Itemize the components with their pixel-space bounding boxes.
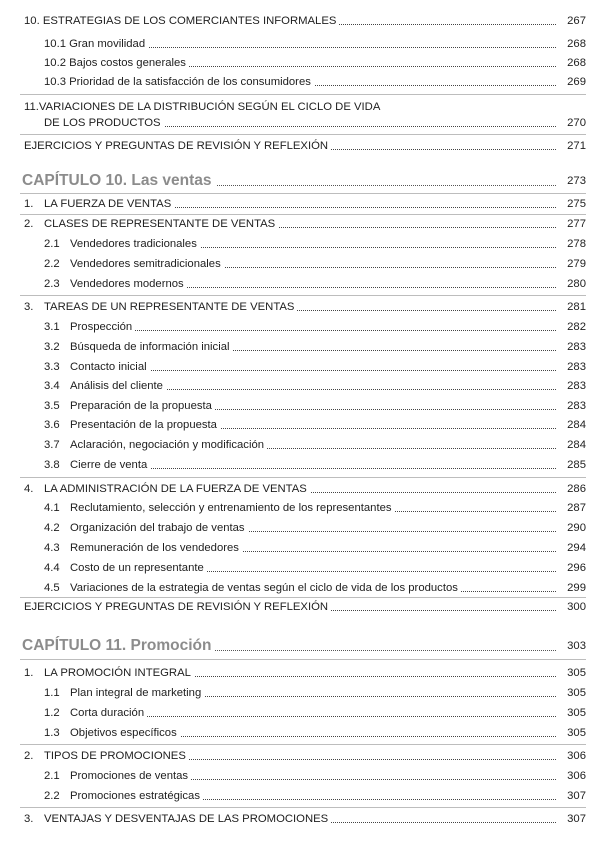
toc-entry (0, 456, 600, 474)
toc-entry (0, 255, 600, 273)
toc-page-number: 299 (567, 582, 586, 594)
toc-entry (0, 215, 600, 233)
toc-entry (0, 137, 600, 155)
toc-entry-title: Vendedores tradicionales (70, 235, 200, 253)
toc-entry-number: 1.1 (44, 687, 60, 699)
section-divider (20, 744, 586, 745)
toc-entry-title: Objetivos específicos (70, 724, 180, 742)
toc-entry-number: 4.3 (44, 542, 60, 554)
toc-entry-title: Cierre de venta (70, 456, 150, 474)
toc-entry (0, 298, 600, 316)
section-divider (20, 807, 586, 808)
toc-page-number: 278 (567, 238, 586, 250)
toc-entry-title: TAREAS DE UN REPRESENTANTE DE VENTAS (44, 298, 297, 316)
toc-entry-number: 4.4 (44, 562, 60, 574)
toc-page-number: 279 (567, 258, 586, 270)
toc-page-number: 307 (567, 813, 586, 825)
toc-entry-title: Organización del trabajo de ventas (70, 519, 248, 537)
toc-entry (0, 54, 600, 72)
toc-entry (0, 12, 600, 30)
toc-page-number: 303 (567, 640, 586, 652)
toc-entry-title: Corta duración (70, 704, 147, 722)
toc-entry-title: Prospección (70, 318, 135, 336)
toc-entry-number: 3.4 (44, 380, 60, 392)
toc-entry (0, 275, 600, 293)
toc-entry-title: VENTAJAS Y DESVENTAJAS DE LAS PROMOCIONES (44, 810, 331, 828)
toc-page-number: 275 (567, 198, 586, 210)
toc-entry-title: Variaciones de la estrategia de ventas según el ciclo de vida de los productos (70, 579, 461, 597)
toc-entry (0, 664, 600, 682)
toc-entry-number: 4. (24, 483, 34, 495)
toc-entry (0, 338, 600, 356)
toc-entry-number: 3.8 (44, 459, 60, 471)
toc-entry-number: 4.2 (44, 522, 60, 534)
toc-entry-number: 2. (24, 750, 34, 762)
toc-entry-number: 3.2 (44, 341, 60, 353)
toc-page-number: 294 (567, 542, 586, 554)
toc-entry-number: 2.2 (44, 790, 60, 802)
toc-entry (0, 377, 600, 395)
toc-page-number: 290 (567, 522, 586, 534)
toc-page-number: 277 (567, 218, 586, 230)
toc-entry-title: Búsqueda de información inicial (70, 338, 233, 356)
toc-entry (0, 397, 600, 415)
toc-entry-title: Costo de un representante (70, 559, 207, 577)
toc-entry-title: LA ADMINISTRACIÓN DE LA FUERZA DE VENTAS (44, 480, 310, 498)
toc-entry (0, 724, 600, 742)
chapter-title: CAPÍTULO 10. Las ventas (22, 170, 216, 192)
toc-entry-title: Promociones estratégicas (70, 787, 203, 805)
toc-entry (0, 499, 600, 517)
section-divider (20, 134, 586, 135)
section-divider (20, 477, 586, 478)
toc-entry-number: 3.7 (44, 439, 60, 451)
toc-entry-title: Reclutamiento, selección y entrenamiento de los representantes (70, 499, 395, 517)
toc-entry-number: 2.2 (44, 258, 60, 270)
toc-page-number: 306 (567, 770, 586, 782)
chapter-heading (0, 170, 600, 192)
toc-entry (0, 810, 600, 828)
toc-entry-number: 4.1 (44, 502, 60, 514)
toc-entry (0, 114, 600, 132)
toc-page-number: 284 (567, 439, 586, 451)
toc-entry (0, 35, 600, 53)
toc-page-number: 267 (567, 15, 586, 27)
toc-entry-number: 1.3 (44, 727, 60, 739)
toc-entry (0, 235, 600, 253)
toc-page-number: 305 (567, 687, 586, 699)
toc-entry-title: TIPOS DE PROMOCIONES (44, 747, 189, 765)
toc-entry-title: Preparación de la propuesta (70, 397, 215, 415)
toc-page-number: 283 (567, 361, 586, 373)
toc-entry-number: 1. (24, 667, 34, 679)
toc-entry-title: 11.VARIACIONES DE LA DISTRIBUCIÓN SEGÚN EL CICLO DE VIDA (24, 101, 381, 113)
toc-page-number: 286 (567, 483, 586, 495)
toc-entry-title: Análisis del cliente (70, 377, 166, 395)
toc-page-number: 270 (567, 117, 586, 129)
toc-page-number: 282 (567, 321, 586, 333)
toc-entry-title: CLASES DE REPRESENTANTE DE VENTAS (44, 215, 278, 233)
section-divider (20, 193, 586, 194)
toc-page-number: 273 (567, 175, 586, 187)
toc-entry (0, 579, 600, 597)
toc-entry (0, 436, 600, 454)
toc-entry-title: 10.1 Gran movilidad (44, 35, 148, 53)
toc-entry (0, 684, 600, 702)
toc-entry-title: Plan integral de marketing (70, 684, 204, 702)
toc-entry-number: 2. (24, 218, 34, 230)
toc-entry-title: Vendedores semitradicionales (70, 255, 224, 273)
toc-page-number: 306 (567, 750, 586, 762)
toc-entry-title: 10.2 Bajos costos generales (44, 54, 189, 72)
toc-entry-title: Promociones de ventas (70, 767, 191, 785)
toc-entry (0, 416, 600, 434)
toc-entry (0, 747, 600, 765)
toc-entry-title: EJERCICIOS Y PREGUNTAS DE REVISIÓN Y REFLEXIÓN (24, 598, 331, 616)
toc-entry-title: Presentación de la propuesta (70, 416, 220, 434)
toc-page-number: 281 (567, 301, 586, 313)
toc-entry (0, 358, 600, 376)
toc-entry (0, 480, 600, 498)
toc-entry-number: 3.3 (44, 361, 60, 373)
toc-entry-number: 3. (24, 813, 34, 825)
toc-entry-title: DE LOS PRODUCTOS (44, 114, 164, 132)
section-divider (20, 659, 586, 660)
toc-page-number: 305 (567, 727, 586, 739)
toc-entry-number: 4.5 (44, 582, 60, 594)
toc-entry-number: 2.1 (44, 770, 60, 782)
toc-entry-title: Vendedores modernos (70, 275, 187, 293)
section-divider (20, 295, 586, 296)
toc-page-number: 280 (567, 278, 586, 290)
toc-page-number: 283 (567, 341, 586, 353)
chapter-heading (0, 635, 600, 657)
toc-entry-title: Aclaración, negociación y modificación (70, 436, 267, 454)
toc-page-number: 307 (567, 790, 586, 802)
toc-entry-title: Contacto inicial (70, 358, 150, 376)
toc-entry (0, 704, 600, 722)
toc-entry (0, 318, 600, 336)
toc-entry (0, 787, 600, 805)
toc-entry-number: 3.6 (44, 419, 60, 431)
toc-page-number: 269 (567, 76, 586, 88)
toc-page-number: 283 (567, 380, 586, 392)
toc-entry-number: 3.1 (44, 321, 60, 333)
toc-page-number: 271 (567, 140, 586, 152)
toc-page-number: 285 (567, 459, 586, 471)
toc-entry-title: EJERCICIOS Y PREGUNTAS DE REVISIÓN Y REFLEXIÓN (24, 137, 331, 155)
toc-entry (0, 598, 600, 616)
toc-entry (0, 767, 600, 785)
toc-entry-title: LA PROMOCIÓN INTEGRAL (44, 664, 194, 682)
toc-entry (0, 519, 600, 537)
toc-entry-title: 10. ESTRATEGIAS DE LOS COMERCIANTES INFORMALES (24, 12, 339, 30)
chapter-title: CAPÍTULO 11. Promoción (22, 635, 215, 657)
toc-entry-number: 2.3 (44, 278, 60, 290)
toc-entry-number: 3. (24, 301, 34, 313)
toc-entry (0, 73, 600, 91)
toc-page-number: 300 (567, 601, 586, 613)
toc-page-number: 283 (567, 400, 586, 412)
toc-entry (0, 559, 600, 577)
toc-entry-title: Remuneración de los vendedores (70, 539, 242, 557)
toc-entry (0, 539, 600, 557)
toc-entry-title: LA FUERZA DE VENTAS (44, 195, 174, 213)
toc-page-number: 296 (567, 562, 586, 574)
toc-page-number: 287 (567, 502, 586, 514)
toc-page-number: 305 (567, 707, 586, 719)
toc-page-number: 284 (567, 419, 586, 431)
toc-page-number: 268 (567, 38, 586, 50)
toc-entry-number: 2.1 (44, 238, 60, 250)
toc-entry-number: 1.2 (44, 707, 60, 719)
toc-entry-number: 3.5 (44, 400, 60, 412)
toc-page-number: 305 (567, 667, 586, 679)
toc-page-number: 268 (567, 57, 586, 69)
toc-entry (0, 195, 600, 213)
toc-entry-number: 1. (24, 198, 34, 210)
toc-leader (70, 330, 556, 331)
section-divider (20, 94, 586, 95)
toc-entry-title: 10.3 Prioridad de la satisfacción de los consumidores (44, 73, 314, 91)
